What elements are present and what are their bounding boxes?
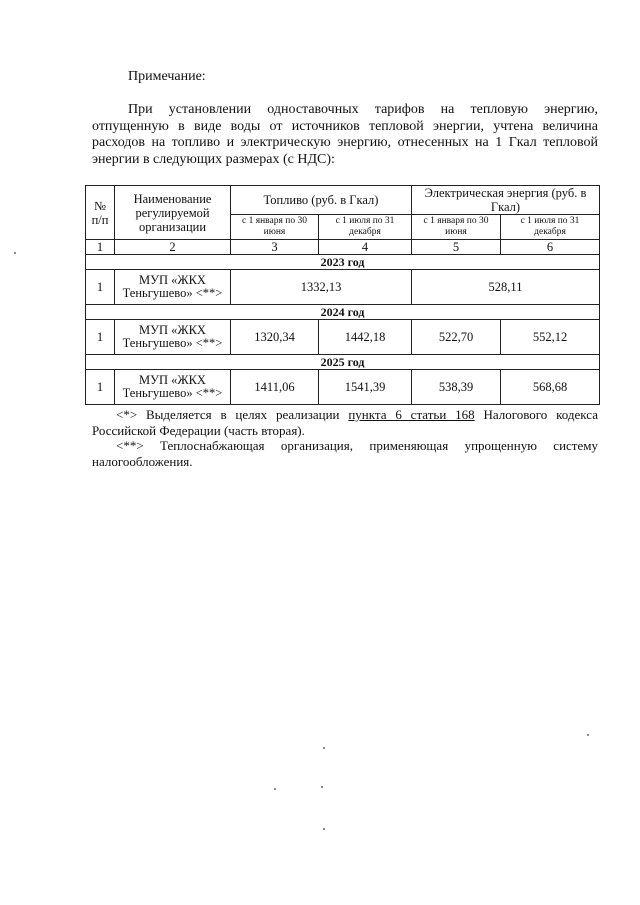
footnotes: [92, 407, 598, 469]
column-number: 4: [319, 240, 412, 255]
electricity-value-h2: 552,12: [501, 320, 600, 355]
row-number: 1: [86, 270, 115, 305]
note-heading: Примечание:: [128, 69, 206, 84]
header-organization: Наименование регулируемой организации: [115, 186, 231, 240]
column-number: 2: [115, 240, 231, 255]
fuel-value: 1332,13: [231, 270, 412, 305]
organization-name: МУП «ЖКХ Теньгушево» <**>: [115, 370, 231, 405]
row-number: 1: [86, 370, 115, 405]
footnote-2: [92, 438, 598, 454]
header-number: № п/п: [86, 186, 115, 240]
column-number: 6: [501, 240, 600, 255]
scan-speck: [14, 252, 16, 254]
fuel-value-h1: 1320,34: [231, 320, 319, 355]
column-number: 5: [412, 240, 501, 255]
year-label: 2025 год: [86, 355, 600, 370]
footnote-2-text-end: налогообложения.: [92, 453, 193, 469]
scan-speck: [321, 786, 323, 788]
column-number: 1: [86, 240, 115, 255]
electricity-value: 528,11: [412, 270, 600, 305]
fuel-value-h1: 1411,06: [231, 370, 319, 405]
year-row-2023: [86, 255, 600, 270]
scan-speck: [323, 828, 325, 830]
column-number: 3: [231, 240, 319, 255]
scan-speck: [274, 788, 276, 790]
organization-name: МУП «ЖКХ Теньгушево» <**>: [115, 270, 231, 305]
intro-paragraph: При установлении одноставочных тарифов на тепловую энергию, отпущенную в виде воды от источников тепловой энергии, учтена величина расходов на топливо и электрическую энергию, отнесенных на 1 Гкал тепловой энергии в следующих размерах (с НДС):: [92, 102, 598, 167]
table-row: [86, 370, 600, 405]
year-row-2025: [86, 355, 600, 370]
footnote-1: [92, 407, 598, 438]
tax-code-article-link[interactable]: пункта 6 статьи 168: [348, 407, 475, 422]
electricity-value-h1: 538,39: [412, 370, 501, 405]
fuel-value-h2: 1541,39: [319, 370, 412, 405]
header-electricity: Электрическая энергия (руб. в Гкал): [412, 186, 600, 215]
year-label: 2024 год: [86, 305, 600, 320]
fuel-value-h2: 1442,18: [319, 320, 412, 355]
column-number-row: [86, 240, 600, 255]
header-elec-h2: с 1 июля по 31 декабря: [501, 215, 600, 240]
footnote-2-continued: [92, 454, 598, 470]
year-row-2024: [86, 305, 600, 320]
scan-speck: [323, 747, 325, 749]
scan-speck: [587, 734, 589, 736]
footnote-2-text: <**> Теплоснабжающая организация, применяющая упрощенную систему: [116, 438, 598, 453]
header-elec-h1: с 1 января по 30 июня: [412, 215, 501, 240]
footnote-1-text-start: <*> Выделяется в целях реализации: [116, 407, 349, 422]
tariff-table: [85, 185, 600, 405]
organization-name: МУП «ЖКХ Теньгушево» <**>: [115, 320, 231, 355]
table-row: [86, 320, 600, 355]
year-label: 2023 год: [86, 255, 600, 270]
header-fuel-h2: с 1 июля по 31 декабря: [319, 215, 412, 240]
header-fuel: Топливо (руб. в Гкал): [231, 186, 412, 215]
table-row: [86, 270, 600, 305]
header-row-main: [86, 186, 600, 215]
electricity-value-h1: 522,70: [412, 320, 501, 355]
footnote-1-text-end: Налогового кодекса Российской Федерации (часть вторая).: [92, 407, 598, 438]
row-number: 1: [86, 320, 115, 355]
electricity-value-h2: 568,68: [501, 370, 600, 405]
header-fuel-h1: с 1 января по 30 июня: [231, 215, 319, 240]
